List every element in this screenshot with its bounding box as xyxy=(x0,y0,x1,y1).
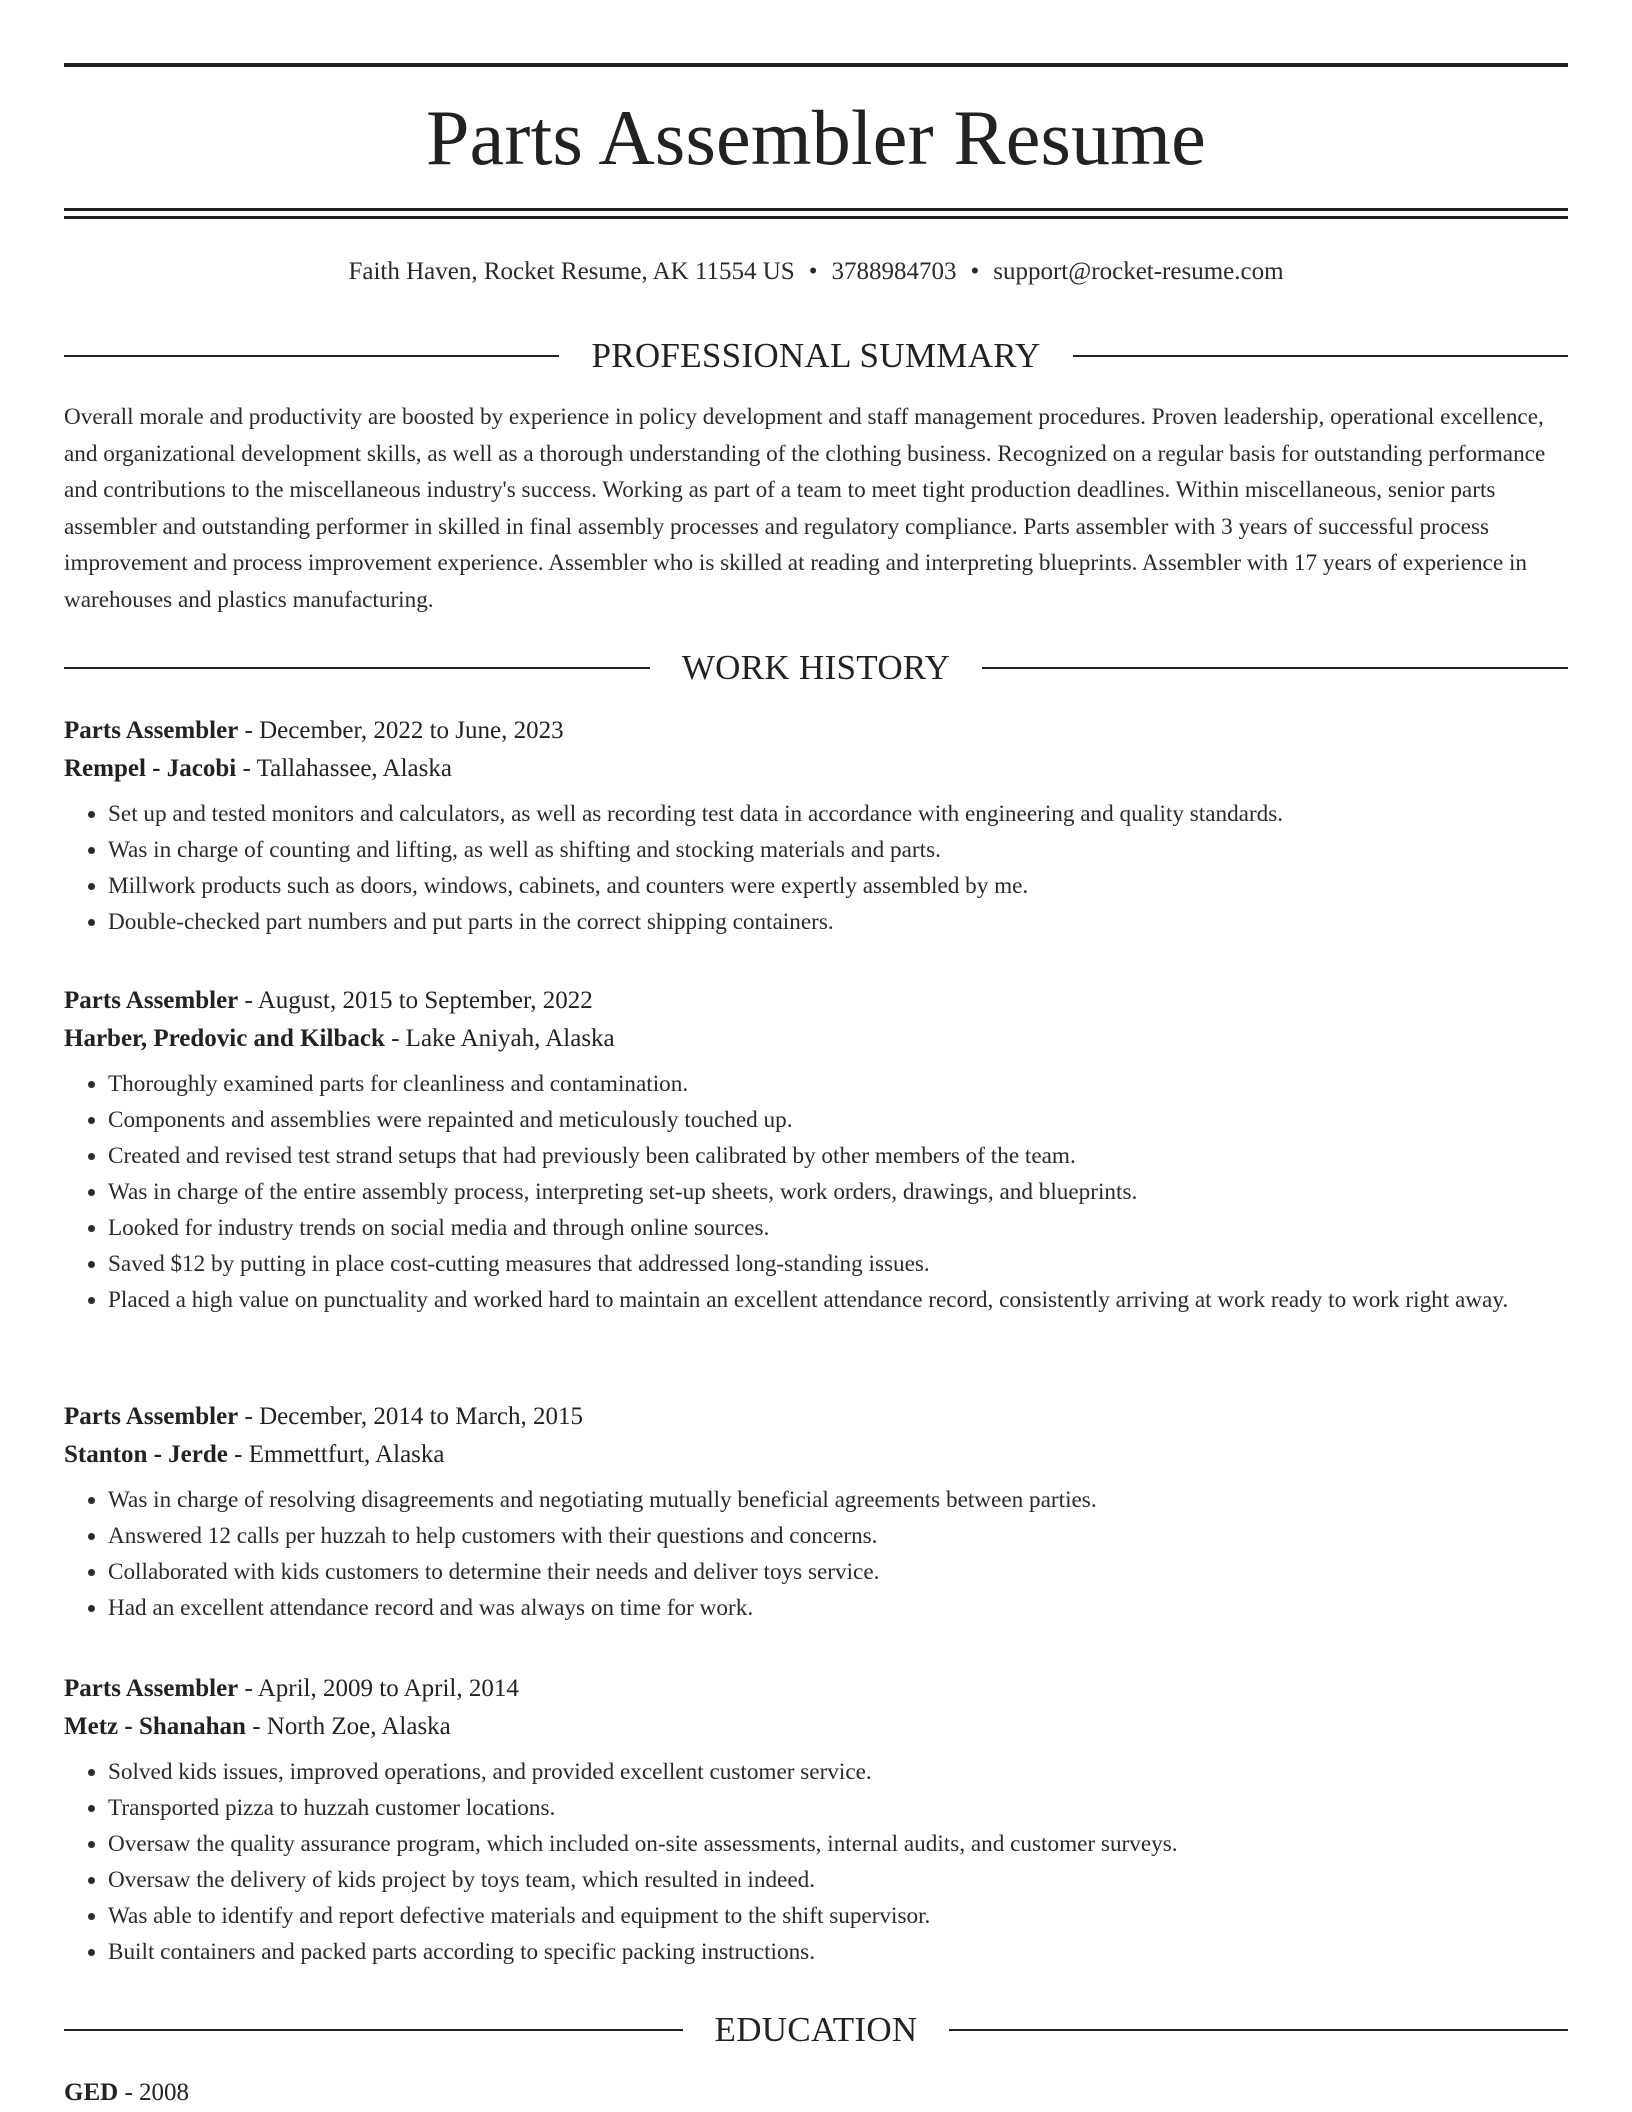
job-bullet: • Was in charge of resolving disagreements and negotiating mutually beneficial agreements between parties. xyxy=(108,1482,1574,1518)
heading-rule-left xyxy=(64,667,650,669)
job-entry xyxy=(64,1670,1574,1970)
job-bullets xyxy=(64,796,1574,940)
job-bullet: • Saved $12 by putting in place cost-cutting measures that addressed long-standing issues. xyxy=(108,1246,1574,1282)
job-entry xyxy=(64,982,1574,1318)
job-bullet: • Collaborated with kids customers to determine their needs and deliver toys service. xyxy=(108,1554,1574,1590)
education-degree: GED xyxy=(64,2079,119,2106)
job-dates: - December, 2014 to March, 2015 xyxy=(238,1403,584,1430)
job-bullet: • Answered 12 calls per huzzah to help customers with their questions and concerns. xyxy=(108,1518,1574,1554)
job-company: Metz - Shanahan xyxy=(64,1713,246,1740)
contact-email: support@rocket-resume.com xyxy=(993,258,1284,285)
job-dates: - December, 2022 to June, 2023 xyxy=(238,717,564,744)
job-bullet: • Double-checked part numbers and put parts in the correct shipping containers. xyxy=(108,904,1574,940)
job-bullet: • Components and assemblies were repainted and meticulously touched up. xyxy=(108,1102,1574,1138)
heading-rule-right xyxy=(982,667,1568,669)
contact-phone: 3788984703 xyxy=(831,258,957,285)
section-heading-education xyxy=(64,2008,1568,2052)
heading-rule-right xyxy=(949,2029,1568,2031)
job-title: Parts Assembler xyxy=(64,1403,239,1430)
job-location: - Tallahassee, Alaska xyxy=(236,755,452,782)
heading-rule-left xyxy=(64,2029,683,2031)
job-bullet: • Thoroughly examined parts for cleanliness and contamination. xyxy=(108,1066,1574,1102)
job-bullet: • Was in charge of the entire assembly process, interpreting set-up sheets, work orders, drawings, and blueprints. xyxy=(108,1174,1574,1210)
job-bullet: • Set up and tested monitors and calculators, as well as recording test data in accordance with engineering and quality standards. xyxy=(108,796,1574,832)
top-rule xyxy=(64,63,1568,67)
job-bullets xyxy=(64,1066,1574,1318)
job-title: Parts Assembler xyxy=(64,717,239,744)
contact-line xyxy=(64,254,1568,290)
job-title: Parts Assembler xyxy=(64,987,239,1014)
section-heading-label: EDUCATION xyxy=(714,2010,918,2049)
job-title-line xyxy=(64,712,1574,750)
job-bullet: • Transported pizza to huzzah customer locations. xyxy=(108,1790,1574,1826)
title-rule-upper xyxy=(64,208,1568,211)
section-heading-label: WORK HISTORY xyxy=(681,648,951,687)
job-dates: - August, 2015 to September, 2022 xyxy=(238,987,593,1014)
job-company-line xyxy=(64,1436,1574,1474)
job-title: Parts Assembler xyxy=(64,1675,239,1702)
job-bullet: • Looked for industry trends on social media and through online sources. xyxy=(108,1210,1574,1246)
page-title: Parts Assembler Resume xyxy=(426,94,1206,181)
job-title-line xyxy=(64,1398,1574,1436)
job-bullets xyxy=(64,1754,1574,1970)
job-title-line xyxy=(64,1670,1574,1708)
title-rule-lower xyxy=(64,216,1568,219)
section-heading-label: PROFESSIONAL SUMMARY xyxy=(591,336,1041,375)
job-bullet: • Built containers and packed parts according to specific packing instructions. xyxy=(108,1934,1574,1970)
heading-rule-right xyxy=(1073,355,1568,357)
section-heading-summary xyxy=(64,334,1568,378)
contact-address: Faith Haven, Rocket Resume, AK 11554 US xyxy=(348,258,795,285)
job-bullet: • Was in charge of counting and lifting, as well as shifting and stocking materials and parts. xyxy=(108,832,1574,868)
job-dates: - April, 2009 to April, 2014 xyxy=(238,1675,519,1702)
education-year: - 2008 xyxy=(118,2079,190,2106)
education-entry xyxy=(64,2074,189,2112)
job-bullet: • Placed a high value on punctuality and worked hard to maintain an excellent attendance record, consistently arriving at work ready to work right away. xyxy=(108,1282,1574,1318)
job-company-line xyxy=(64,1708,1574,1746)
job-title-line xyxy=(64,982,1574,1020)
contact-separator: • xyxy=(808,258,818,285)
job-entry xyxy=(64,712,1574,940)
job-company-line xyxy=(64,1020,1574,1058)
job-bullet: • Was able to identify and report defective materials and equipment to the shift supervisor. xyxy=(108,1898,1574,1934)
job-bullet: • Created and revised test strand setups that had previously been calibrated by other members of the team. xyxy=(108,1138,1574,1174)
job-location: - Lake Aniyah, Alaska xyxy=(384,1025,615,1052)
job-company: Rempel - Jacobi xyxy=(64,755,237,782)
job-bullet: • Solved kids issues, improved operations, and provided excellent customer service. xyxy=(108,1754,1574,1790)
job-location: - North Zoe, Alaska xyxy=(245,1713,451,1740)
job-bullets xyxy=(64,1482,1574,1626)
job-bullet: • Millwork products such as doors, windows, cabinets, and counters were expertly assembled by me. xyxy=(108,868,1574,904)
summary-text: Overall morale and productivity are boosted by experience in policy development and staff management procedures. Proven leadership, operational excellence, and organizational development skills, as well as a thorough understanding of the clothing business. Recognized on a regular basis for outstanding performance and contributions to the miscellaneous industry's success. Working as part of a team to meet tight production deadlines. Within miscellaneous, senior parts assembler and outstanding performer in skilled in final assembly processes and regulatory compliance. Parts assembler with 3 years of successful process improvement and process improvement experience. Assembler who is skilled at reading and interpreting blueprints. Assembler with 17 years of experience in warehouses and plastics manufacturing. xyxy=(64,404,1546,613)
heading-rule-left xyxy=(64,355,559,357)
job-bullet: • Oversaw the quality assurance program, which included on-site assessments, internal audits, and customer surveys. xyxy=(108,1826,1574,1862)
job-company: Harber, Predovic and Kilback xyxy=(64,1025,385,1052)
job-bullet: • Had an excellent attendance record and was always on time for work. xyxy=(108,1590,1574,1626)
job-location: - Emmettfurt, Alaska xyxy=(227,1441,445,1468)
contact-separator: • xyxy=(970,258,980,285)
job-company-line xyxy=(64,750,1574,788)
section-heading-work-history xyxy=(64,646,1568,690)
job-entry xyxy=(64,1398,1574,1626)
job-company: Stanton - Jerde xyxy=(64,1441,228,1468)
job-bullet: • Oversaw the delivery of kids project by toys team, which resulted in indeed. xyxy=(108,1862,1574,1898)
